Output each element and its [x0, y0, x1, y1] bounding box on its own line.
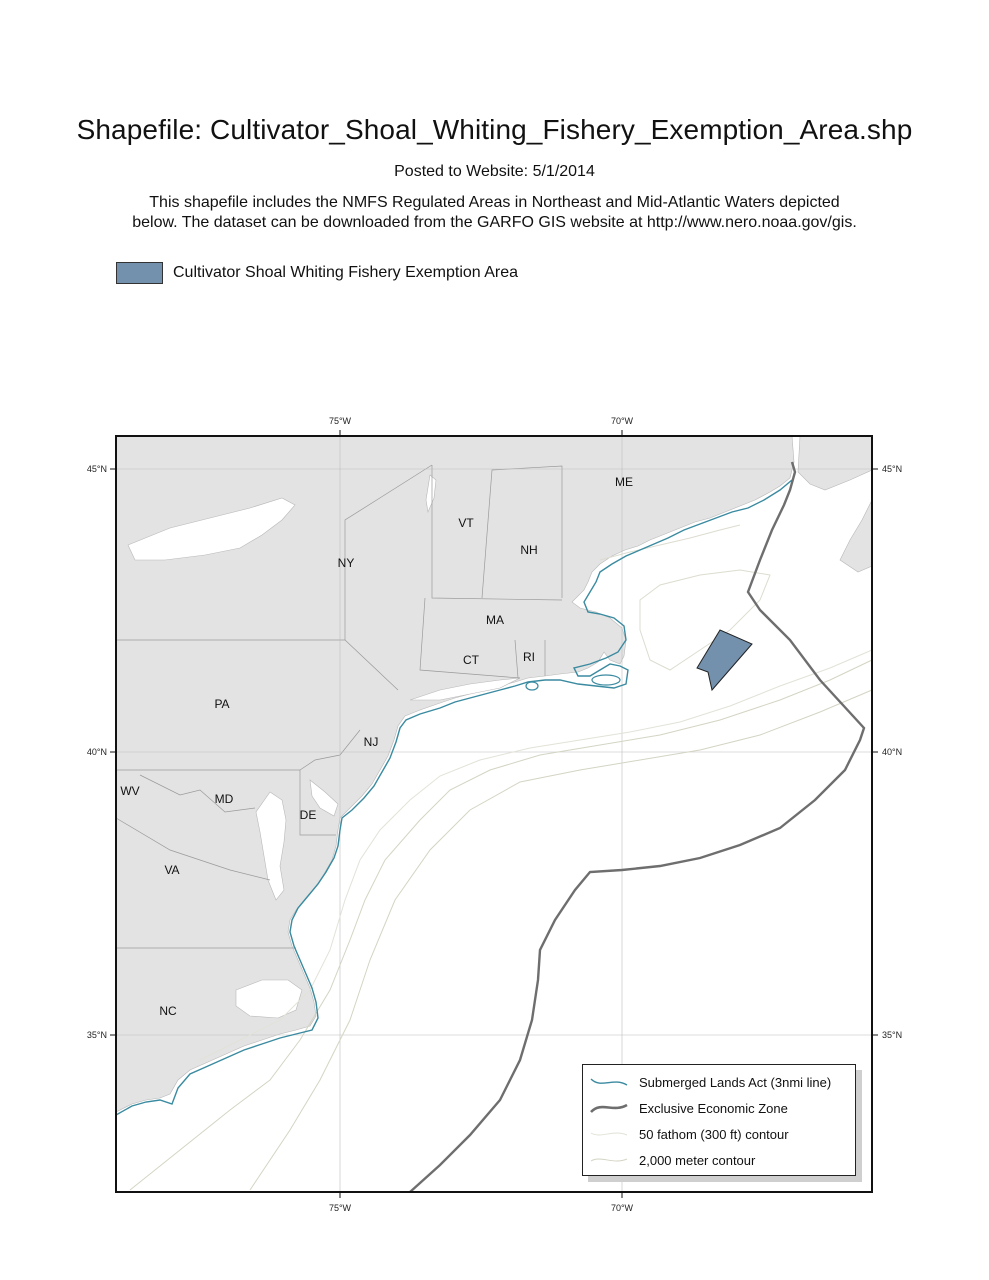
- state-label-md: MD: [214, 792, 234, 806]
- lon-label-top-75: 75°W: [328, 416, 352, 426]
- feature-legend-label: Cultivator Shoal Whiting Fishery Exemption Area: [173, 264, 519, 281]
- map-legend: [582, 1064, 856, 1176]
- legend-label-50fathom: 50 fathom (300 ft) contour: [639, 1126, 789, 1142]
- state-label-de: DE: [299, 808, 317, 822]
- state-label-ri: RI: [523, 650, 535, 664]
- state-label-va: VA: [164, 863, 180, 877]
- page-title: Shapefile: Cultivator_Shoal_Whiting_Fishery_Exemption_Area.shp: [76, 114, 913, 145]
- fathom-contour-legend-icon: [589, 1127, 633, 1141]
- lat-label-right-35: 35°N: [882, 1030, 903, 1040]
- legend-label-2000m: 2,000 meter contour: [639, 1152, 756, 1168]
- legend-label-sla: Submerged Lands Act (3nmi line): [639, 1074, 832, 1090]
- lat-label-right-40: 40°N: [882, 747, 903, 757]
- lon-label-bottom-75: 75°W: [328, 1203, 352, 1213]
- lon-label-bottom-70: 70°W: [610, 1203, 634, 1213]
- state-label-me: ME: [615, 475, 633, 489]
- lat-label-left-35: 35°N: [86, 1030, 107, 1040]
- state-label-ma: MA: [486, 613, 504, 627]
- lat-label-right-45: 45°N: [882, 464, 903, 474]
- legend-label-eez: Exclusive Economic Zone: [639, 1100, 788, 1116]
- description-line-2: below. The dataset can be downloaded from the GARFO GIS website at http://www.nero.noaa.gov/gis.: [132, 214, 857, 231]
- state-label-ny: NY: [337, 556, 355, 570]
- state-label-vt: VT: [458, 516, 474, 530]
- lat-label-left-40: 40°N: [86, 747, 107, 757]
- posted-date: Posted to Website: 5/1/2014: [394, 163, 595, 180]
- state-label-ct: CT: [463, 653, 479, 667]
- sla-legend-icon: [589, 1075, 633, 1089]
- state-label-nj: NJ: [363, 735, 379, 749]
- legend-row-2000m: [583, 1150, 755, 1170]
- legend-row-sla: [583, 1072, 831, 1092]
- state-label-nc: NC: [159, 1004, 177, 1018]
- lat-label-left-45: 45°N: [86, 464, 107, 474]
- legend-row-eez: [583, 1098, 788, 1118]
- state-label-nh: NH: [520, 543, 538, 557]
- meter-contour-legend-icon: [589, 1153, 633, 1167]
- state-label-pa: PA: [214, 697, 230, 711]
- state-label-wv: WV: [120, 784, 140, 798]
- eez-legend-icon: [589, 1101, 633, 1115]
- lon-label-top-70: 70°W: [610, 416, 634, 426]
- legend-row-50fathom: [583, 1124, 789, 1144]
- description-line-1: This shapefile includes the NMFS Regulated Areas in Northeast and Mid-Atlantic Waters depicted: [149, 194, 840, 211]
